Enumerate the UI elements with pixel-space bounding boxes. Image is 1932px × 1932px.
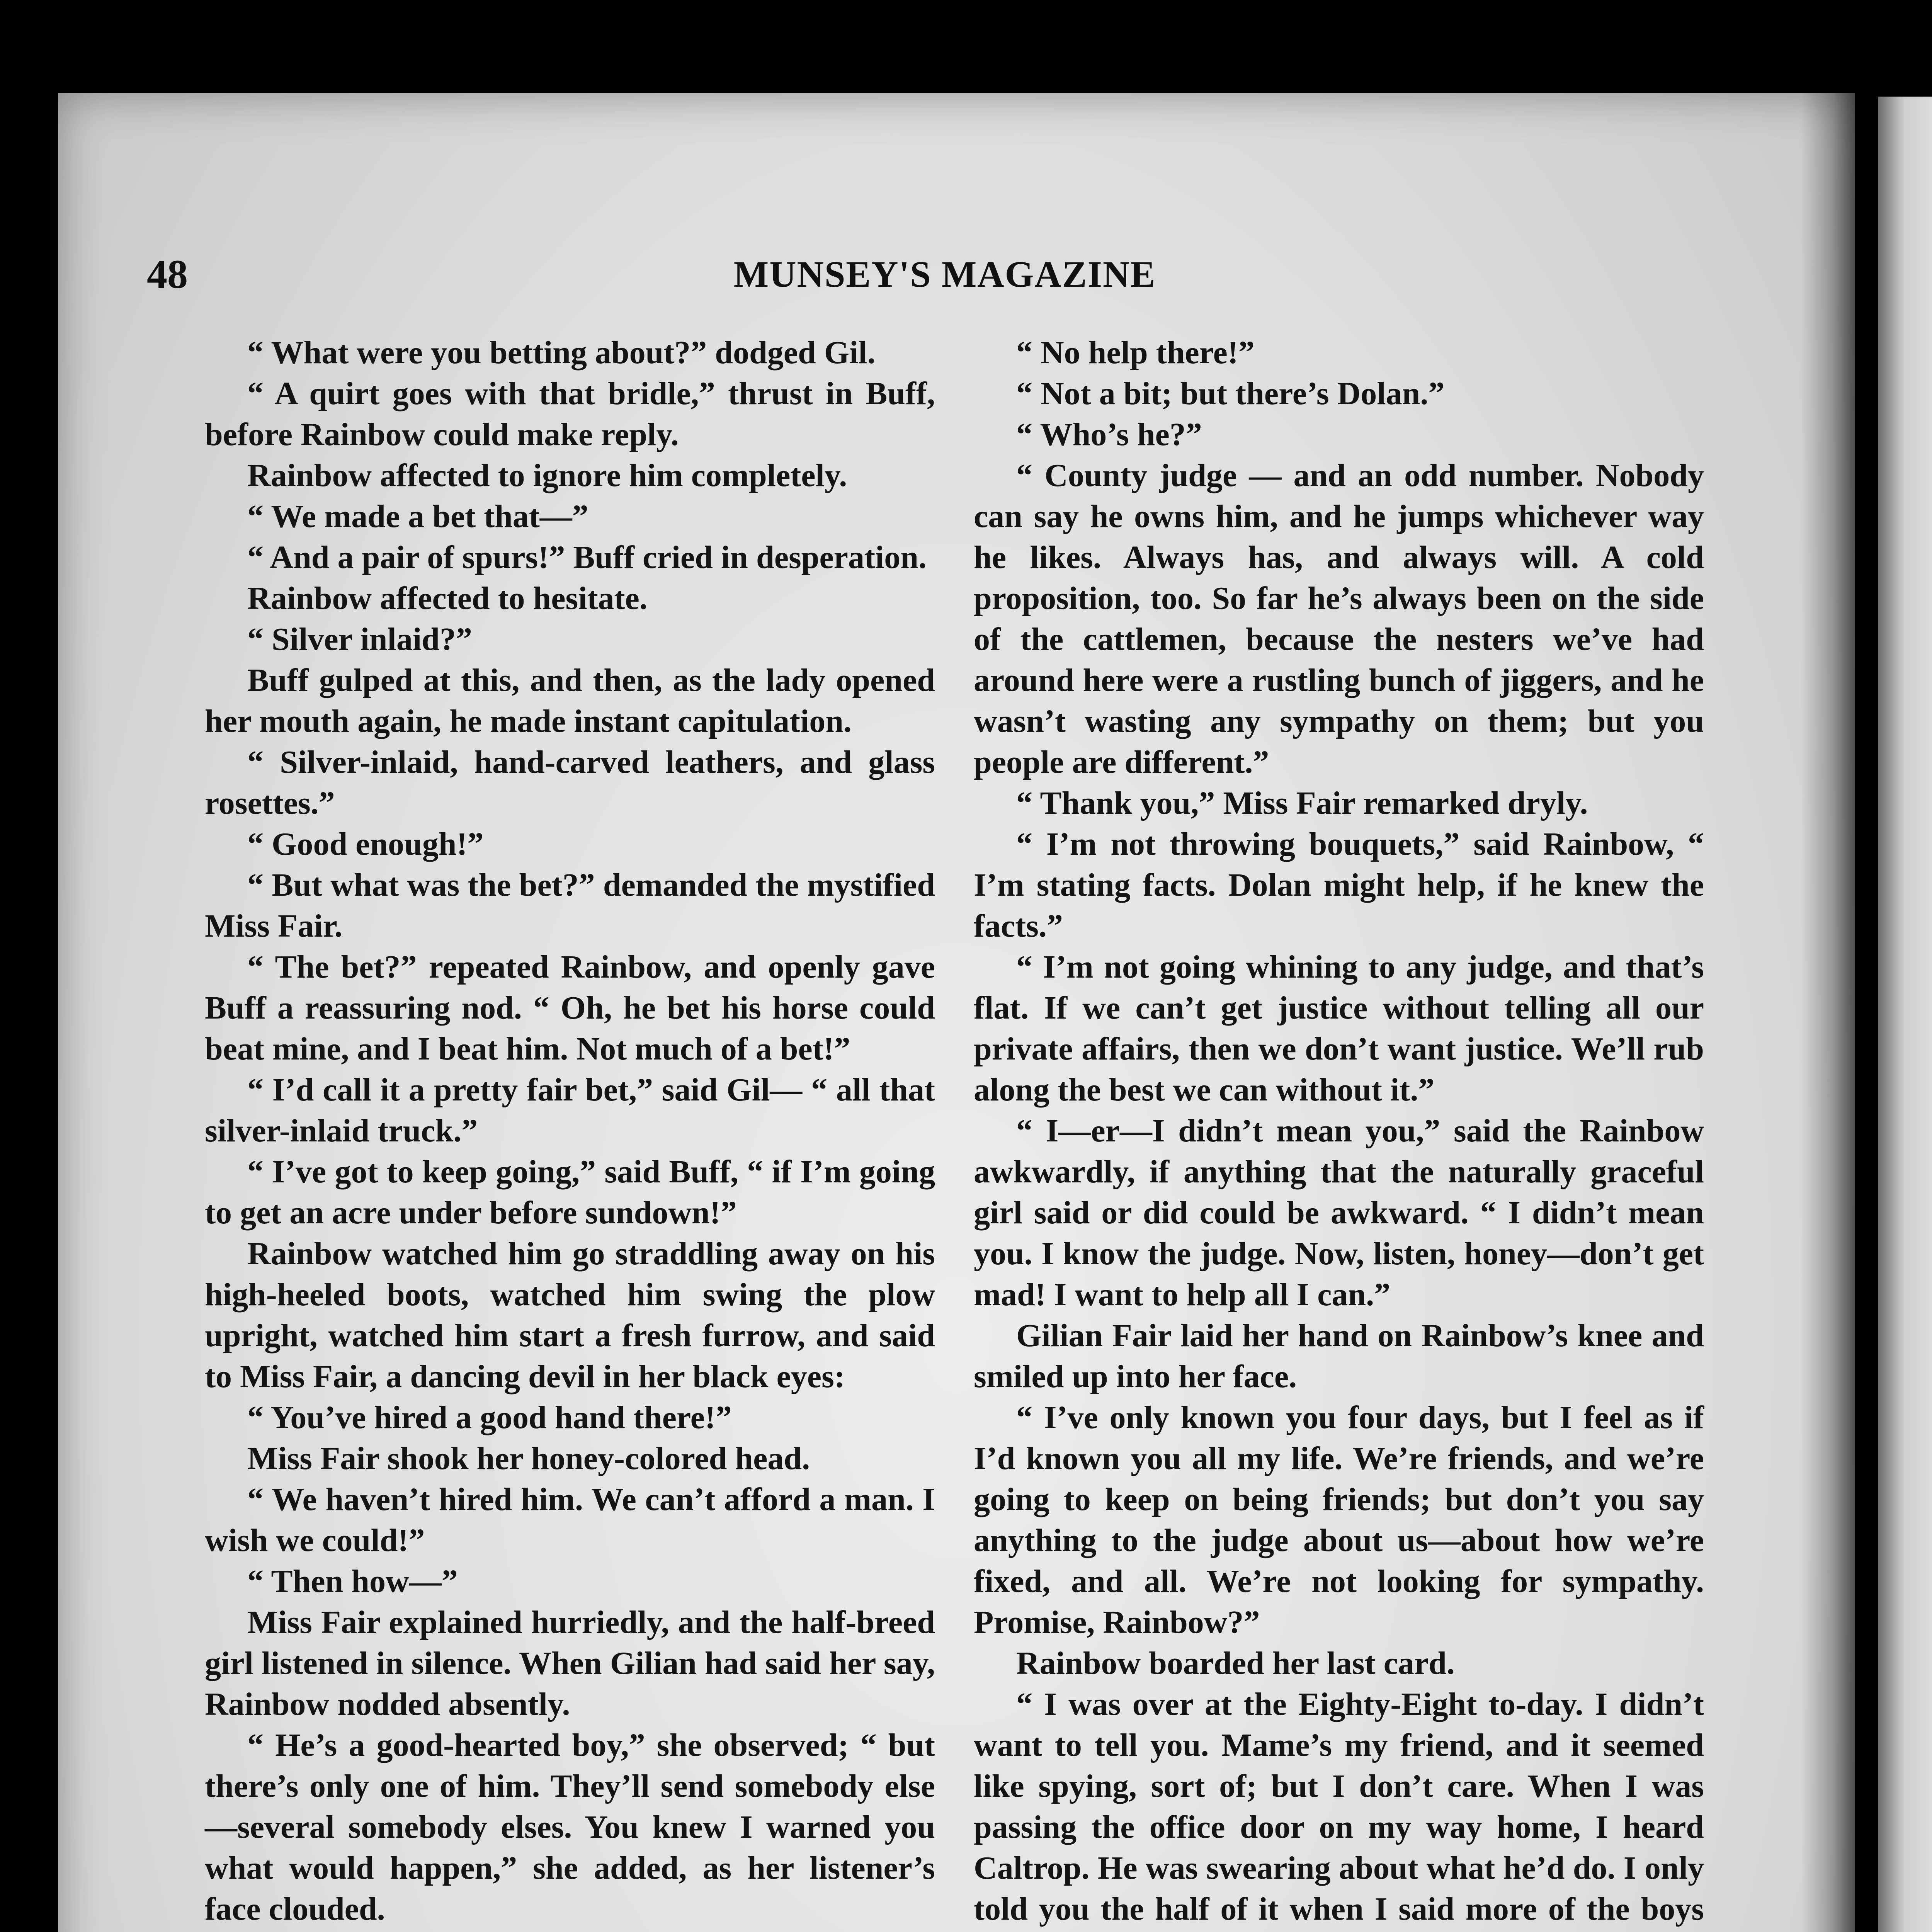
paragraph: “ You’ve hired a good hand there!”	[247, 1400, 732, 1435]
paragraph: Gilian Fair laid her hand on Rainbow’s knee and smiled up into her face.	[974, 1318, 1704, 1395]
paragraph: Buff gulped at this, and then, as the lady opened her mouth again, he made instant capitulation.	[205, 662, 935, 739]
paragraph: Rainbow affected to ignore him completely.	[247, 457, 847, 493]
paragraph: “ No help there!”	[1016, 335, 1255, 371]
paragraph: “ County judge — and an odd number. Nobody can say he owns him, and he jumps whichever way he likes. Always has, and always will. A cold proposition, too. So far he’s always been on the side of the cattlemen, because the nesters we’ve had around here were a rustling bunch of jiggers, and he wasn’t wasting any sympathy on them; but you people are different.”	[974, 457, 1704, 780]
paragraph: “ He’s a good-hearted boy,” she observed; “ but there’s only one of him. They’ll send somebody else—several somebody elses. You knew I warned you what would happen,” she added, as her listener’s face clouded.	[205, 1727, 935, 1927]
paragraph: Rainbow watched him go straddling away on his high-heeled boots, watched him swing the plow upright, watched him start a fresh furrow, and said to Miss Fair, a dancing devil in her black eyes:	[205, 1236, 935, 1395]
paragraph: “ I’ve only known you four days, but I feel as if I’d known you all my life. We’re friends, and we’re going to keep on being friends; but don’t you say anything to the judge about us—about how we’re fixed, and all. We’re not looking for sympathy. Promise, Rainbow?”	[974, 1400, 1704, 1640]
paragraph: “ But what was the bet?” demanded the mystified Miss Fair.	[205, 867, 935, 944]
page-number: 48	[147, 252, 188, 297]
paragraph: Miss Fair explained hurriedly, and the half-breed girl listened in silence. When Gilian had said her say, Rainbow nodded absently.	[205, 1604, 935, 1722]
paragraph: “ And a pair of spurs!” Buff cried in desperation.	[247, 539, 927, 575]
text-column-right	[974, 332, 1704, 1932]
running-head	[147, 247, 1743, 301]
paragraph: “ We made a bet that—”	[247, 498, 588, 534]
paragraph: “ Silver inlaid?”	[247, 621, 472, 657]
magazine-title: MUNSEY'S MAGAZINE	[733, 253, 1156, 295]
page-gutter-shadow	[1801, 93, 1855, 1932]
paragraph: “ Then how—”	[247, 1563, 458, 1599]
paragraph: “ Who’s he?”	[1016, 417, 1202, 452]
paragraph: “ I’m not going whining to any judge, and that’s flat. If we can’t get justice without telling all our private affairs, then we don’t want justice. We’ll rub along the best we can without it.”	[974, 949, 1704, 1108]
paragraph: Rainbow affected to hesitate.	[247, 580, 648, 616]
paragraph: “ We haven’t hired him. We can’t afford a man. I wish we could!”	[205, 1481, 935, 1558]
facing-page-edge	[1878, 97, 1932, 1932]
paragraph: “ I’ve got to keep going,” said Buff, “ if I’m going to get an acre under before sundown!”	[205, 1154, 935, 1231]
paragraph: “ Not a bit; but there’s Dolan.”	[1016, 376, 1445, 412]
paragraph: “ The bet?” repeated Rainbow, and openly gave Buff a reassuring nod. “ Oh, he bet his horse could beat mine, and I beat him. Not much of a bet!”	[205, 949, 935, 1067]
paragraph: “ I—er—I didn’t mean you,” said the Rainbow awkwardly, if anything that the naturally graceful girl said or did could be awkward. “ I didn’t mean you. I know the judge. Now, listen, honey—don’t get mad! I want to help all I can.”	[974, 1113, 1704, 1313]
paragraph: “ I’d call it a pretty fair bet,” said Gil— “ all that silver-inlaid truck.”	[205, 1072, 935, 1149]
paragraph: “ I was over at the Eighty-Eight to-day. I didn’t want to tell you. Mame’s my friend, and it seemed like spying, sort of; but I don’t care. When I was passing the office door on my way home, I heard Caltrop. He was swearing about what he’d do. I only told you the half of it when I said more of the boys	[974, 1686, 1704, 1927]
text-column-left	[205, 332, 935, 1932]
paragraph: “ Good enough!”	[247, 826, 484, 862]
paragraph: “ I’m not throwing bouquets,” said Rainbow, “ I’m stating facts. Dolan might help, if he knew the facts.”	[974, 826, 1704, 944]
paragraph: Rainbow boarded her last card.	[1016, 1645, 1455, 1681]
paragraph: “ Thank you,” Miss Fair remarked dryly.	[1016, 785, 1588, 821]
paragraph	[205, 1930, 935, 1932]
paragraph: “ What were you betting about?” dodged Gil.	[247, 335, 876, 371]
paragraph: “ A quirt goes with that bridle,” thrust in Buff, before Rainbow could make reply.	[205, 376, 935, 452]
paragraph: “ Silver-inlaid, hand-carved leathers, and glass rosettes.”	[205, 744, 935, 821]
paragraph: Miss Fair shook her honey-colored head.	[247, 1440, 810, 1476]
